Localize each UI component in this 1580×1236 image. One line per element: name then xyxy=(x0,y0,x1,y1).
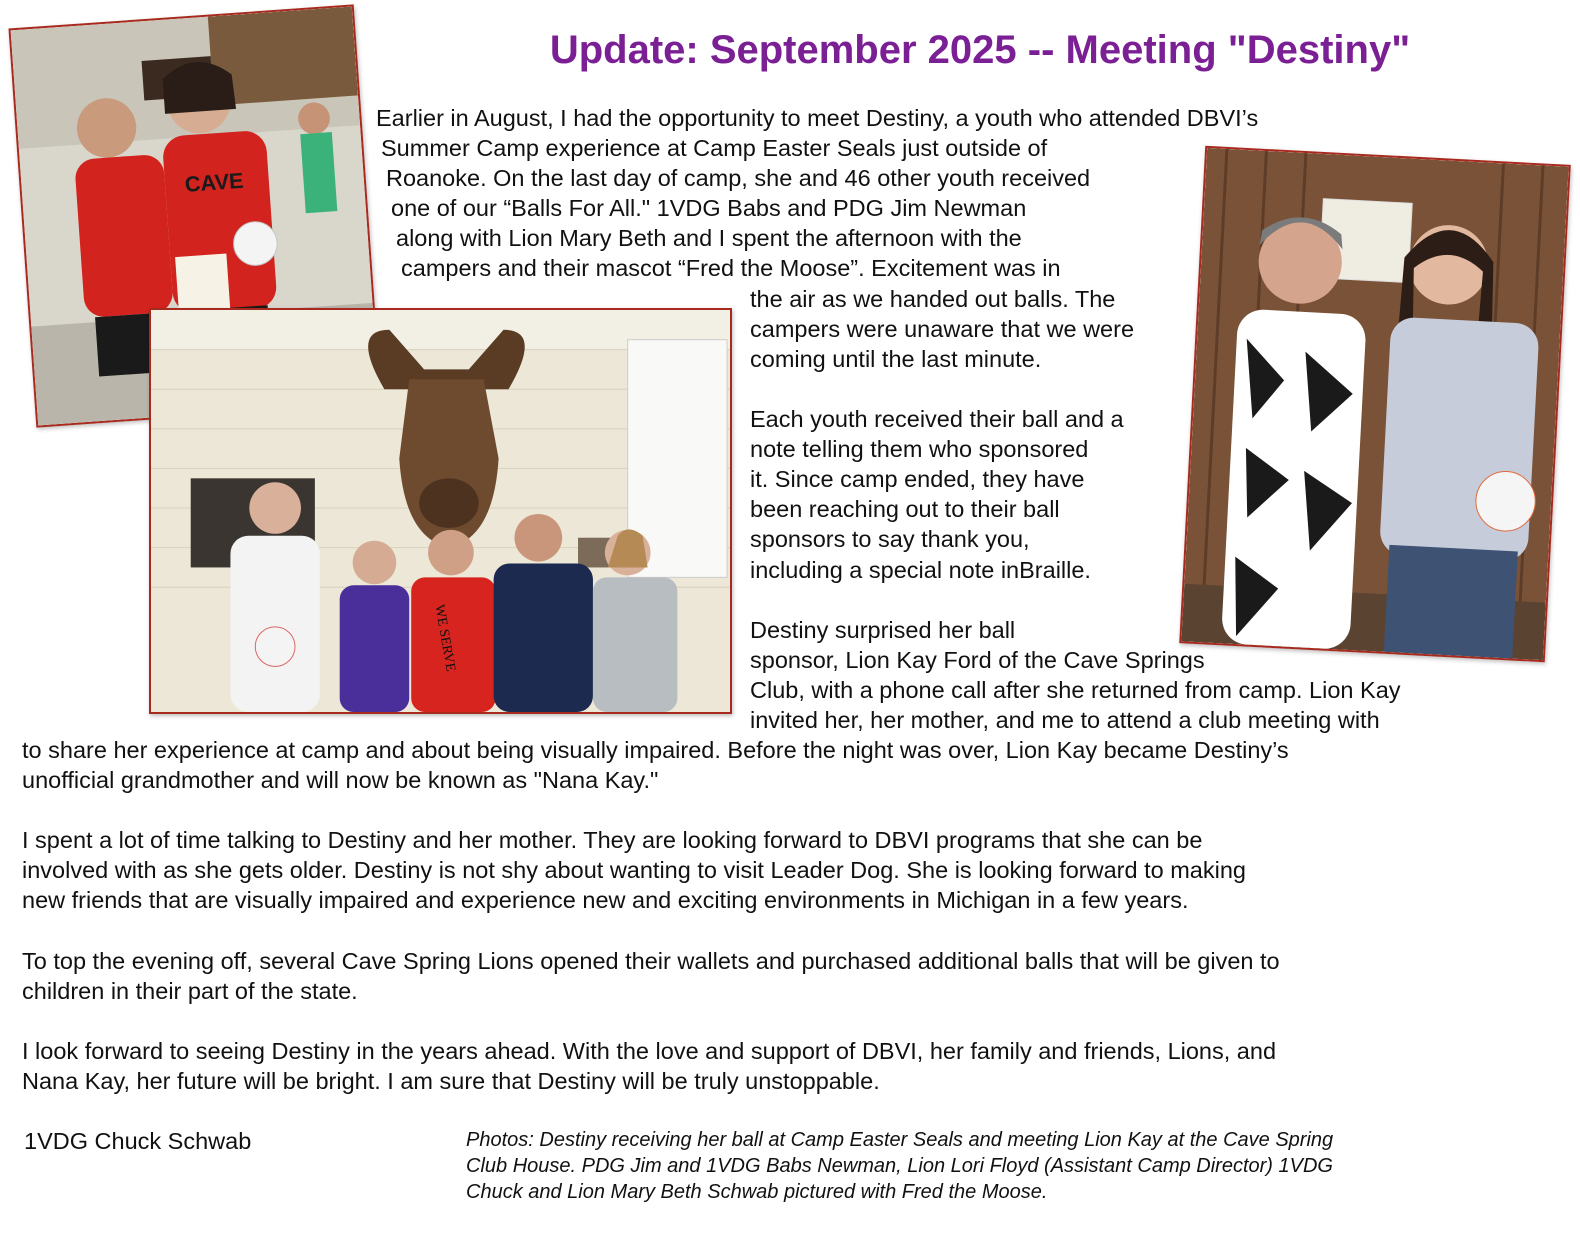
text-line: I spent a lot of time talking to Destiny and her mother. They are looking forward to DBVI programs that she can be xyxy=(22,827,1203,853)
text-line: To top the evening off, several Cave Spring Lions opened their wallets and purchased additional balls that will be given to xyxy=(22,948,1280,974)
shirt-text-cave: CAVE xyxy=(183,167,245,197)
text-line: Destiny surprised her ball xyxy=(750,617,1016,643)
author-signature: 1VDG Chuck Schwab xyxy=(24,1128,252,1154)
text-line: I look forward to seeing Destiny in the years ahead. With the love and support of DBVI, her family and friends, Lions, and xyxy=(22,1038,1277,1064)
text-line: Earlier in August, I had the opportunity to meet Destiny, a youth who attended DBVI’s xyxy=(376,105,1259,131)
text-line: Each youth received their ball and a xyxy=(750,406,1124,432)
text-line: invited her, her mother, and me to attend a club meeting with xyxy=(750,707,1380,733)
text-line: involved with as she gets older. Destiny is not shy about wanting to visit Leader Dog. She is looking forward to making xyxy=(22,857,1246,883)
shirt-text-we-serve: WE SERVE xyxy=(431,603,458,673)
text-line: sponsors to say thank you, xyxy=(750,526,1030,552)
caption-line: Photos: Destiny receiving her ball at Camp Easter Seals and meeting Lion Kay at the Cave Spring xyxy=(466,1129,1334,1151)
text-line: sponsor, Lion Kay Ford of the Cave Springs xyxy=(750,647,1205,673)
text-line: it. Since camp ended, they have xyxy=(750,466,1085,492)
text-line: Club, with a phone call after she returned from camp. Lion Kay xyxy=(750,677,1401,703)
text-line: children in their part of the state. xyxy=(22,978,358,1004)
text-line: including a special note inBraille. xyxy=(750,557,1091,583)
text-line: one of our “Balls For All." 1VDG Babs and PDG Jim Newman xyxy=(391,195,1027,221)
photo-caption xyxy=(466,1127,1526,1205)
text-line: new friends that are visually impaired and experience new and exciting environments in Michigan in a few years. xyxy=(22,887,1189,913)
text-line: Summer Camp experience at Camp Easter Seals just outside of xyxy=(381,135,1048,161)
text-line: to share her experience at camp and about being visually impaired. Before the night was over, Lion Kay became Destiny’s xyxy=(22,737,1289,763)
text-line: Roanoke. On the last day of camp, she and 46 other youth received xyxy=(386,165,1091,191)
text-line: coming until the last minute. xyxy=(750,346,1042,372)
caption-line: Club House. PDG Jim and 1VDG Babs Newman, Lion Lori Floyd (Assistant Camp Director) 1VDG xyxy=(466,1155,1333,1177)
caption-line: Chuck and Lion Mary Beth Schwab pictured with Fred the Moose. xyxy=(466,1181,1048,1203)
text-line: been reaching out to their ball xyxy=(750,496,1060,522)
text-line: note telling them who sponsored xyxy=(750,436,1089,462)
text-line: unofficial grandmother and will now be known as "Nana Kay." xyxy=(22,767,659,793)
text-line: campers were unaware that we were xyxy=(750,316,1135,342)
text-line: campers and their mascot “Fred the Moose”. Excitement was in xyxy=(401,255,1061,281)
text-line: the air as we handed out balls. The xyxy=(750,286,1116,312)
page-title: Update: September 2025 -- Meeting "Destiny" xyxy=(549,28,1411,72)
photo-group-with-moose xyxy=(149,308,732,714)
photo-destiny-with-lion-kay xyxy=(1179,146,1571,662)
text-line: Nana Kay, her future will be bright. I am sure that Destiny will be truly unstoppable. xyxy=(22,1068,880,1094)
text-line: along with Lion Mary Beth and I spent the afternoon with the xyxy=(396,225,1022,251)
